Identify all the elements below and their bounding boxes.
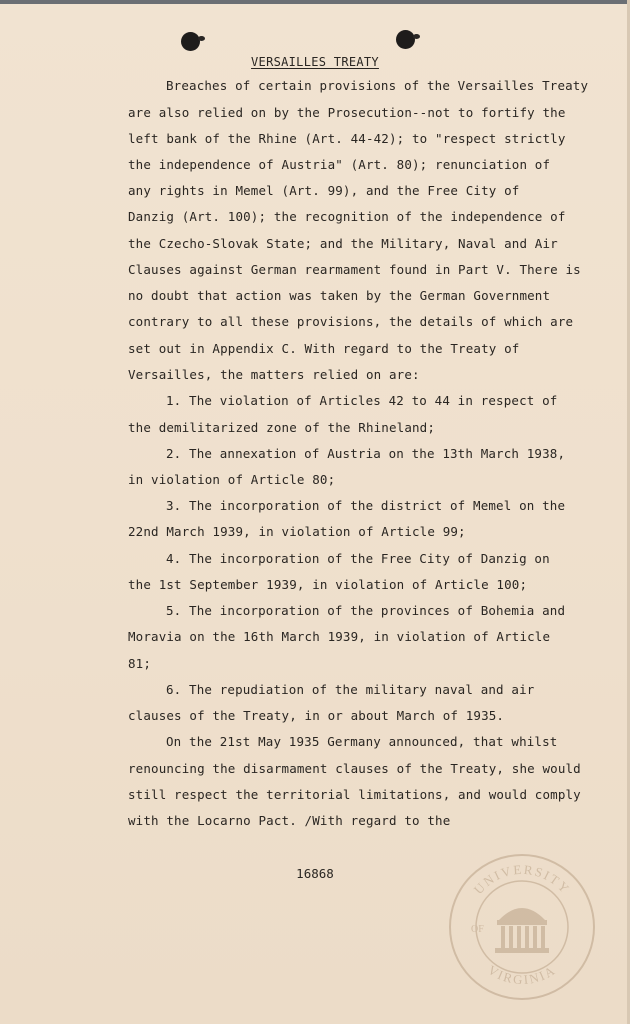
list-item-1: 1. The violation of Articles 42 to 44 in respect of xyxy=(166,393,558,408)
university-seal-watermark xyxy=(447,852,597,1002)
text-line: Breaches of certain provisions of the Versailles Treaty xyxy=(166,78,589,93)
text-line: no doubt that action was taken by the German Government xyxy=(128,288,551,303)
text-line: Versailles, the matters relied on are: xyxy=(128,367,420,382)
list-item-6: 6. The repudiation of the military naval and air xyxy=(166,682,535,697)
text-line: 81; xyxy=(128,656,152,671)
text-line: Clauses against German rearmament found in Part V. There is xyxy=(128,262,581,277)
text-line: On the 21st May 1935 Germany announced, that whilst xyxy=(166,734,558,749)
text-line: left bank of the Rhine (Art. 44-42); to "respect strictly xyxy=(128,131,566,146)
text-line: Moravia on the 16th March 1939, in violation of Article xyxy=(128,629,551,644)
text-line: Danzig (Art. 100); the recognition of the independence of xyxy=(128,209,566,224)
list-item-2: 2. The annexation of Austria on the 13th March 1938, xyxy=(166,446,566,461)
punch-hole-left xyxy=(181,32,200,51)
text-line: still respect the territorial limitations, and would comply xyxy=(128,787,581,802)
page-number: 16868 xyxy=(296,866,334,881)
list-item-4: 4. The incorporation of the Free City of Danzig on xyxy=(166,551,550,566)
text-line: renouncing the disarmament clauses of the Treaty, she would xyxy=(128,761,581,776)
list-item-5: 5. The incorporation of the provinces of Bohemia and xyxy=(166,603,566,618)
text-line: the 1st September 1939, in violation of Article 100; xyxy=(128,577,528,592)
document-title: VERSAILLES TREATY xyxy=(251,55,379,69)
text-line: contrary to all these provisions, the details of which are xyxy=(128,314,574,329)
svg-text:OF: OF xyxy=(471,924,484,935)
text-line: the Czecho-Slovak State; and the Military, Naval and Air xyxy=(128,236,558,251)
svg-text:UNIVERSITY: UNIVERSITY xyxy=(470,861,574,898)
text-line: clauses of the Treaty, in or about March of 1935. xyxy=(128,708,505,723)
list-item-3: 3. The incorporation of the district of Memel on the xyxy=(166,498,566,513)
page-top-edge xyxy=(0,0,630,4)
text-line: are also relied on by the Prosecution--not to fortify the xyxy=(128,105,566,120)
text-line: any rights in Memel (Art. 99), and the Free City of xyxy=(128,183,520,198)
text-line: the independence of Austria" (Art. 80); renunciation of xyxy=(128,157,551,172)
text-line: set out in Appendix C. With regard to the Treaty of xyxy=(128,341,520,356)
text-line: in violation of Article 80; xyxy=(128,472,336,487)
text-line: with the Locarno Pact. /With regard to the xyxy=(128,813,451,828)
punch-hole-right xyxy=(396,30,415,49)
text-line: the demilitarized zone of the Rhineland; xyxy=(128,420,436,435)
svg-text:VIRGINIA: VIRGINIA xyxy=(485,962,559,988)
text-line: 22nd March 1939, in violation of Article 99; xyxy=(128,524,466,539)
